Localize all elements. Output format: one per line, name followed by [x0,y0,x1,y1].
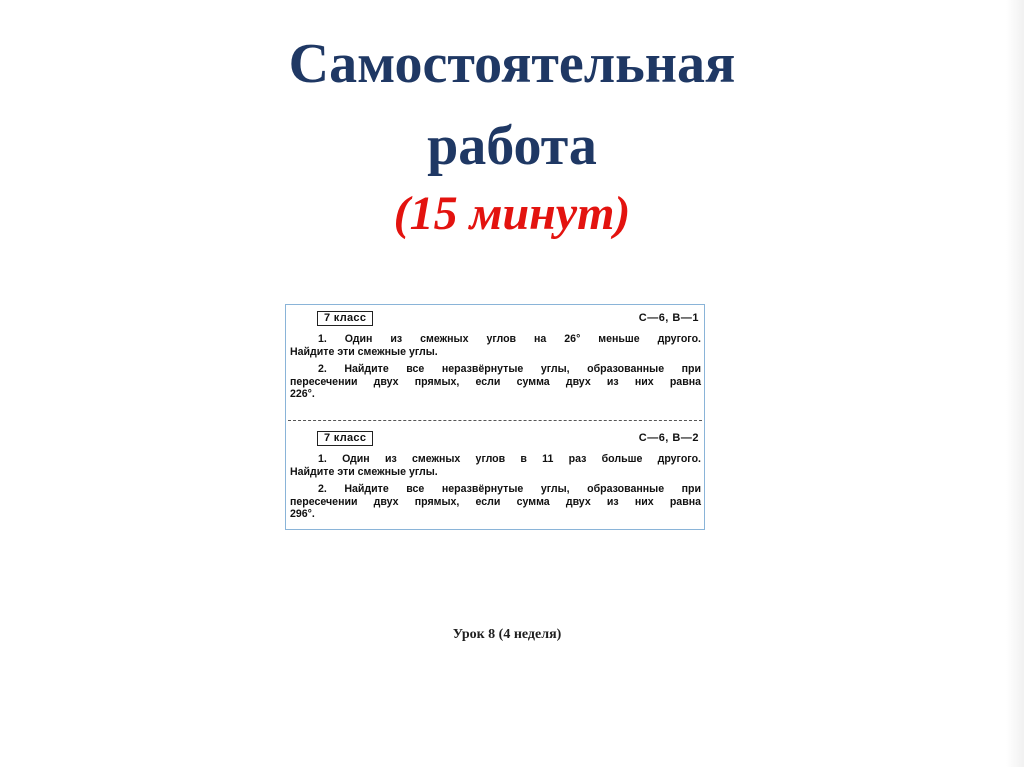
task-1 [290,453,701,478]
task-line: пересечении двух прямых, если сумма двух из них равна [290,375,701,388]
task-line: пересечении двух прямых, если сумма двух из них равна [290,495,701,508]
grade-badge: 7 класс [317,311,373,326]
variant-1 [286,311,704,401]
variant-code: С—6, В—1 [638,312,699,324]
task-line: 1. Один из смежных углов на 26° меньше другого. [318,333,701,345]
dashed-divider [288,420,702,421]
task-1 [290,333,701,358]
slide-subtitle-duration: (15 минут) [393,187,631,240]
lesson-footer: Урок 8 (4 неделя) [452,627,562,642]
task-line: 226°. [290,388,315,401]
task-2 [290,363,701,401]
worksheet-image [285,304,705,530]
slide-title-line-2: работа [427,115,597,177]
slide-edge-shadow [1006,0,1024,767]
variant-2 [286,431,704,521]
task-line: Найдите эти смежные углы. [290,465,438,478]
task-line: 296°. [290,508,315,521]
variant-header [290,311,701,328]
task-line: 2. Найдите все неразвёрнутые углы, образованные при [318,483,701,496]
grade-badge: 7 класс [317,431,373,446]
slide-title-line-1: Самостоятельная [288,33,736,95]
task-line: 2. Найдите все неразвёрнутые углы, образованные при [318,363,701,376]
task-2 [290,483,701,521]
task-line: 1. Один из смежных углов в 11 раз больше другого. [318,453,701,465]
variant-code: С—6, В—2 [638,432,699,444]
variant-header [290,431,701,448]
task-line: Найдите эти смежные углы. [290,345,438,358]
